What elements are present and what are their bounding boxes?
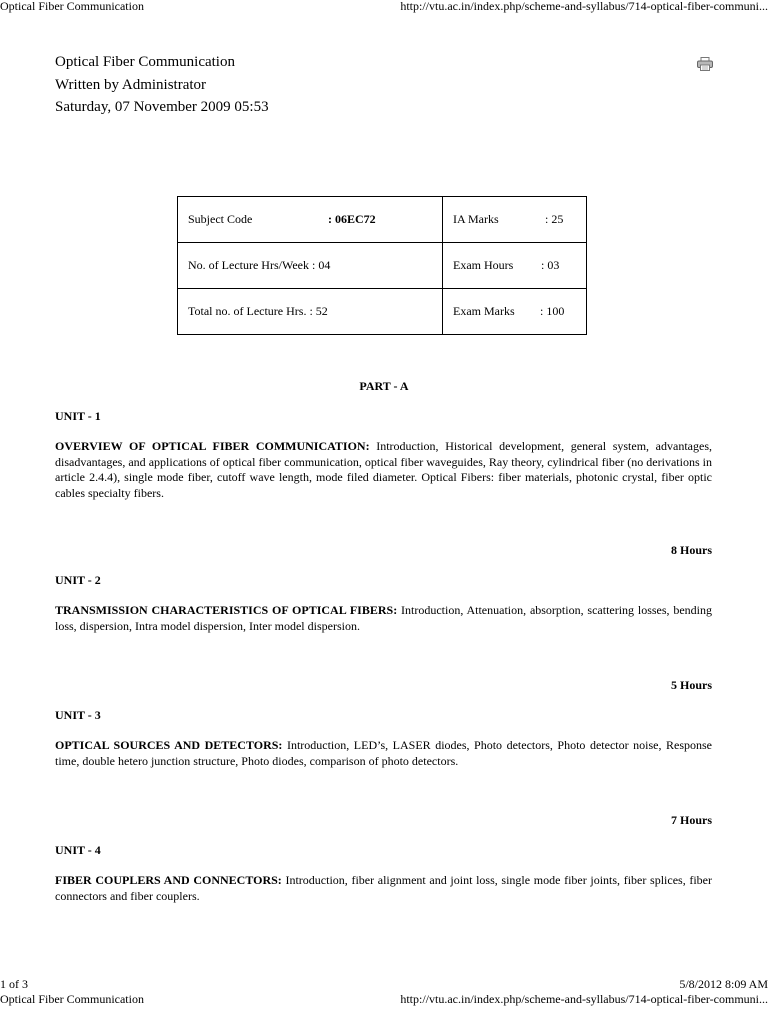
unit-description [55,873,712,904]
header-url[interactable]: http://vtu.ac.in/index.php/scheme-and-syllabus/714-optical-fiber-communi... [400,0,768,13]
table-cell [443,289,587,335]
footer-page-count: 1 of 3 [0,977,28,991]
unit-heading: UNIT - 3 [55,708,101,722]
unit-title: TRANSMISSION CHARACTERISTICS OF OPTICAL FIBERS: [55,603,398,617]
total-lecture-hrs-label: Total no. of Lecture Hrs. [188,304,307,318]
exam-hours-label: Exam Hours [453,258,514,272]
ia-marks-label: IA Marks [453,212,499,226]
unit-description [55,603,712,634]
subject-code-value: : 06EC72 [328,212,376,226]
table-cell [178,289,443,335]
exam-marks-value: : 100 [540,304,565,318]
table-cell [443,243,587,289]
unit-hours: 5 Hours [670,678,712,692]
unit-description [55,738,712,769]
exam-marks-label: Exam Marks [453,304,515,318]
unit-body: Introduction, Historical development, general system, advantages, disadvantages, and applications of optical fiber communication, optical fiber waveguides, Ray theory, cylindrical fiber (no derivations in article 2.4.4), single mode fiber, cutoff wave length, mode filed diameter. Optical Fibers: fiber materials, photonic crystal, fiber optic cables specialty fibers. [55,439,712,500]
footer-datetime: 5/8/2012 8:09 AM [679,977,768,991]
article-author: Written by Administrator [55,77,207,93]
unit-heading: UNIT - 2 [55,573,101,587]
unit-body: Introduction, LED’s, LASER diodes, Photo detectors, Photo detector noise, Response time, double hetero junction structure, Photo diodes, comparison of photo detectors. [55,738,712,768]
part-heading: PART - A [359,379,409,393]
article-title: Optical Fiber Communication [55,54,235,70]
unit-title: OPTICAL SOURCES AND DETECTORS: [55,738,283,752]
table-cell [443,197,587,243]
table-cell [178,243,443,289]
unit-body: Introduction, Attenuation, absorption, scattering losses, bending loss, dispersion, Intra model dispersion, Inter model dispersion. [55,603,712,633]
unit-title: FIBER COUPLERS AND CONNECTORS: [55,873,282,887]
unit-heading: UNIT - 1 [55,409,101,423]
table-row [178,197,587,243]
article-date: Saturday, 07 November 2009 05:53 [55,99,269,115]
unit-body: Introduction, fiber alignment and joint loss, single mode fiber joints, fiber splices, fiber connectors and fiber couplers. [55,873,713,903]
exam-hours-value: : 03 [541,258,560,272]
printer-icon[interactable] [697,57,713,71]
subject-code-label: Subject Code [188,212,253,226]
table-row [178,243,587,289]
lecture-hrs-week-value: : 04 [311,258,331,272]
footer-title: Optical Fiber Communication [0,992,144,1006]
footer-url[interactable]: http://vtu.ac.in/index.php/scheme-and-syllabus/714-optical-fiber-communi... [400,992,768,1006]
unit-hours: 8 Hours [670,543,712,557]
header-title: Optical Fiber Communication [0,0,144,13]
unit-title: OVERVIEW OF OPTICAL FIBER COMMUNICATION: [55,439,370,453]
table-row [178,289,587,335]
unit-hours: 7 Hours [670,813,712,827]
lecture-hrs-week-label: No. of Lecture Hrs/Week [188,258,309,272]
total-lecture-hrs-value: : 52 [309,304,328,318]
unit-description [55,439,712,501]
ia-marks-value: : 25 [545,212,564,226]
table-cell [178,197,443,243]
unit-heading: UNIT - 4 [55,843,101,857]
subject-info-table [177,196,587,335]
